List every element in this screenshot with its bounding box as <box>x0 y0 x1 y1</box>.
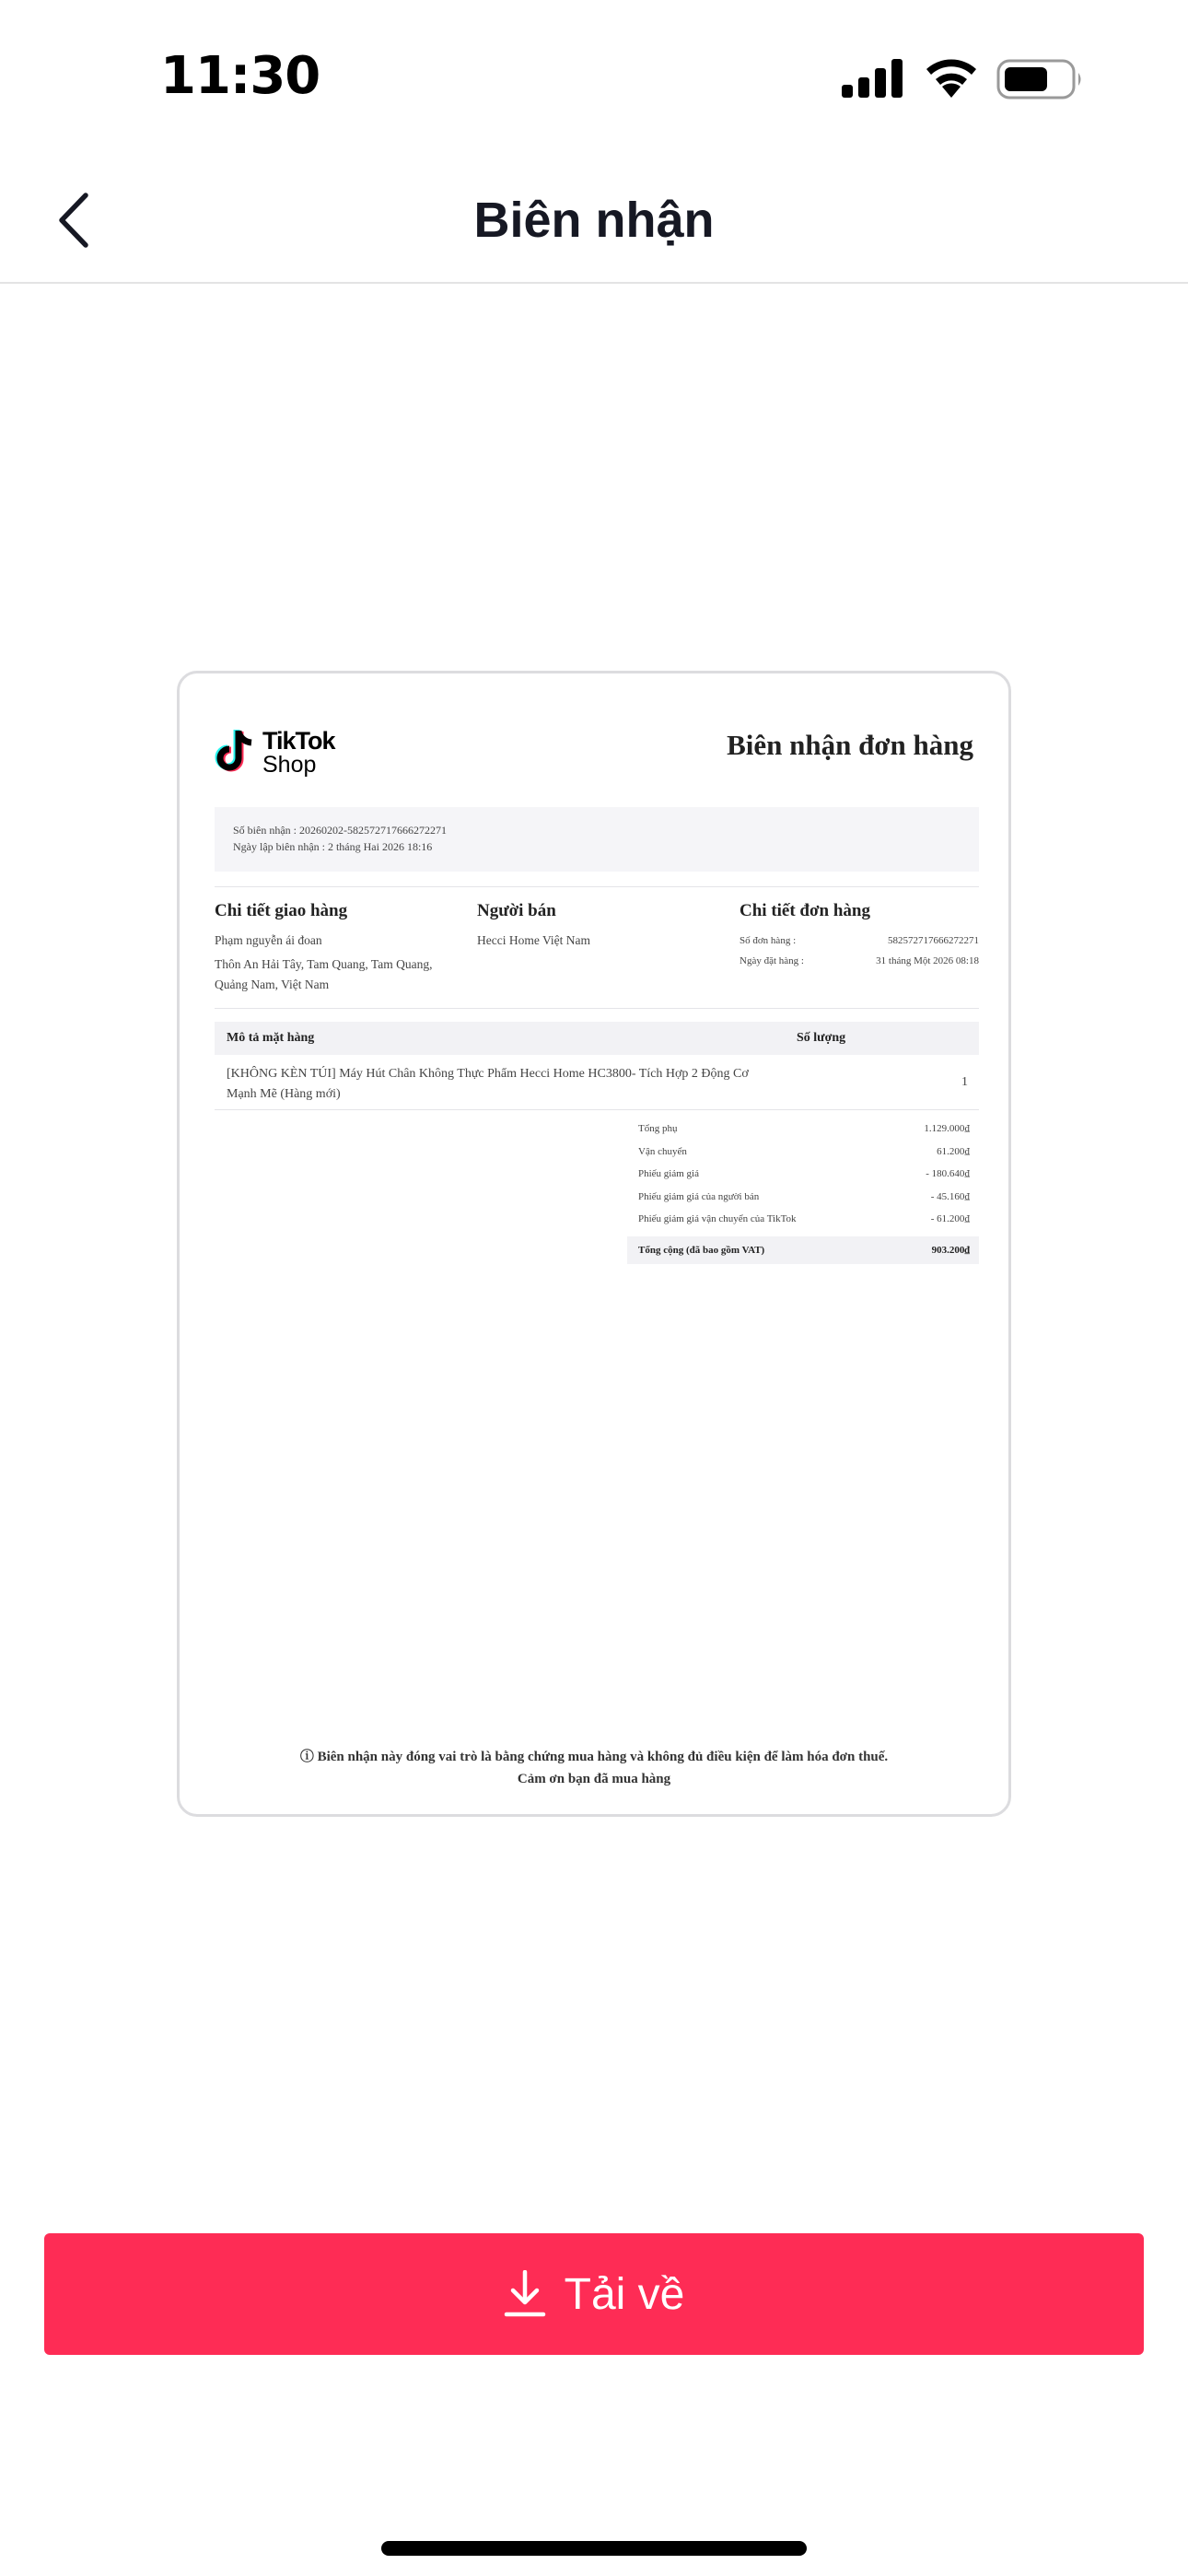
seller-heading: Người bán <box>477 901 556 920</box>
summary-label: Phiếu giảm giá <box>638 1168 699 1180</box>
status-time: 11:30 <box>160 46 320 106</box>
order-number-value: 582572717666272271 <box>888 935 979 946</box>
download-icon <box>504 2270 546 2318</box>
total-value: 903.200₫ <box>931 1244 970 1256</box>
receipt-meta <box>215 807 979 872</box>
summary-value: - 45.160₫ <box>930 1190 970 1202</box>
home-indicator <box>381 2541 807 2556</box>
order-date-label: Ngày đặt hàng : <box>740 955 804 966</box>
order-date-row <box>740 951 979 971</box>
shipping-heading: Chi tiết giao hàng <box>215 901 348 920</box>
order-number-row <box>740 931 979 951</box>
column-header-quantity: Số lượng <box>797 1031 846 1045</box>
seller-name: Hecci Home Việt Nam <box>477 933 591 947</box>
summary-label: Phiếu giảm giá vận chuyển của TikTok <box>638 1213 797 1225</box>
divider <box>215 886 979 887</box>
status-bar <box>0 0 1188 157</box>
shipping-name: Phạm nguyễn ái đoan <box>215 933 322 947</box>
shipping-details <box>215 901 454 995</box>
cellular-signal-icon <box>842 59 904 98</box>
column-header-description: Mô tả mặt hàng <box>227 1031 315 1045</box>
summary-label: Phiếu giảm giá của người bán <box>638 1190 760 1202</box>
items-table-header <box>215 1022 979 1055</box>
wifi-icon <box>923 55 980 98</box>
receipt-disclaimer: ⓘ Biên nhận này đóng vai trò là bằng chứng mua hàng và không đủ điều kiện để làm hóa đơn thuế. <box>299 1750 889 1764</box>
logo-text-shop: Shop <box>262 752 317 778</box>
receipt-date: Ngày lập biên nhận : 2 tháng Hai 2026 18:16 <box>233 840 433 853</box>
page-title: Biên nhận <box>473 193 715 248</box>
logo-text-tiktok: TikTok <box>262 727 335 755</box>
summary-label: Tổng phụ <box>638 1123 678 1135</box>
summary-row-voucher <box>627 1163 979 1186</box>
nav-bar <box>0 157 1188 284</box>
summary-value: - 61.200₫ <box>930 1213 970 1225</box>
receipt-preview <box>177 671 1011 1817</box>
summary-value: 61.200₫ <box>937 1145 970 1157</box>
total-label: Tổng cộng (đã bao gồm VAT) <box>638 1244 765 1256</box>
download-label: Tải về <box>564 2269 685 2319</box>
tiktok-logo-icon <box>215 729 255 775</box>
order-details <box>740 901 979 971</box>
order-heading: Chi tiết đơn hàng <box>740 901 870 920</box>
battery-icon <box>996 59 1085 100</box>
summary-row-shipping <box>627 1141 979 1164</box>
summary-value: - 180.640₫ <box>926 1168 970 1180</box>
item-description: [KHÔNG KÈN TÚI] Máy Hút Chân Không Thực Phẩm Hecci Home HC3800- Tích Hợp 2 Động Cơ Mạnh Mẽ (Hàng mới) <box>227 1067 749 1101</box>
summary-row-shipping-voucher <box>627 1208 979 1231</box>
tiktok-shop-logo <box>215 727 353 780</box>
download-button[interactable] <box>44 2233 1144 2355</box>
divider <box>215 1008 979 1009</box>
item-quantity: 1 <box>961 1075 968 1089</box>
receipt-title: Biên nhận đơn hàng <box>727 729 973 761</box>
shipping-address: Thôn An Hải Tây, Tam Quang, Tam Quang, Quảng Nam, Việt Nam <box>215 957 433 991</box>
receipt-thanks: Cảm ơn bạn đã mua hàng <box>517 1772 671 1786</box>
summary-label: Vận chuyển <box>638 1145 687 1157</box>
summary-value: 1.129.000₫ <box>924 1123 970 1135</box>
seller-details <box>477 901 707 951</box>
summary-row-subtotal <box>627 1118 979 1141</box>
order-date-value: 31 tháng Một 2026 08:18 <box>876 955 979 966</box>
order-summary <box>627 1118 979 1264</box>
receipt-number: Số biên nhận : 20260202-582572717666272271 <box>233 824 447 837</box>
summary-row-total <box>627 1236 979 1264</box>
summary-row-seller-voucher <box>627 1186 979 1209</box>
table-row <box>215 1055 979 1110</box>
order-number-label: Số đơn hàng : <box>740 935 797 946</box>
